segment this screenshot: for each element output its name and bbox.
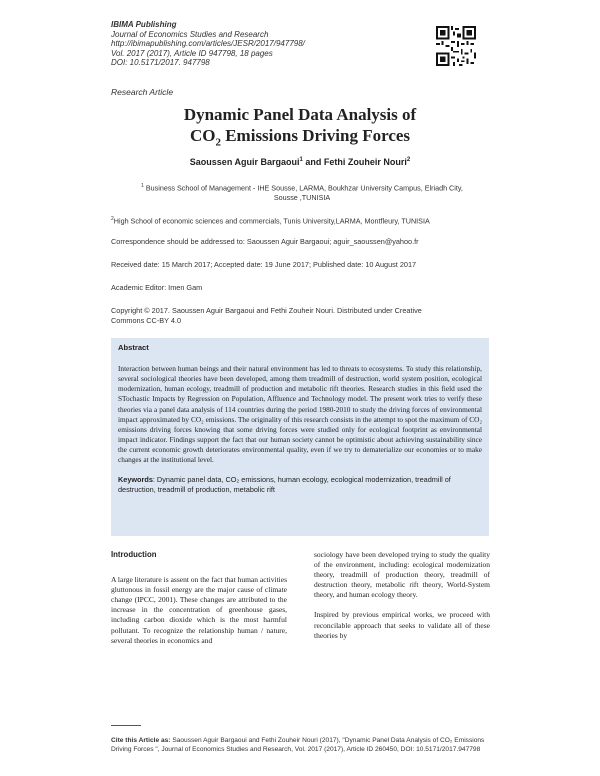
journal-header: [111, 20, 305, 68]
intro-paragraph-1: A large literature is assent on the fact that human activities gluttonous in fossil energy are the major cause of climate change (IPCC, 2001). These changes are attributed to the increase in the concentration of greenhouse gases, including carbon dioxide which is the most harmful pollutant. To recognize the relationship human / nature, several theories in economics and: [111, 575, 287, 645]
publisher-name: IBIMA Publishing: [111, 20, 177, 29]
title-line-1: Dynamic Panel Data Analysis of: [183, 105, 417, 124]
paper-title: [111, 104, 489, 153]
author-1: Saoussen Aguir Bargaoui: [189, 157, 300, 167]
title-line-2: $CO_2$ Emissions Driving Forces: [189, 126, 411, 149]
author-list: Saoussen Aguir Bargaoui$^1$ and Fethi Zouheir Nouri$^2$: [189, 157, 411, 167]
correspondence: Correspondence should be addressed to: Saoussen Aguir Bargaoui; aguir_saoussen@yahoo.fr: [111, 237, 419, 246]
journal-name: Journal of Economics Studies and Research: [111, 29, 269, 39]
article-type: Research Article: [111, 87, 174, 97]
abstract-heading: Abstract: [118, 343, 149, 352]
left-column: [111, 550, 287, 656]
volume-info: Vol. 2017 (2017), Article ID 947798, 18 pages: [111, 48, 273, 58]
intro-paragraph-2: sociology have been developed trying to study the quality of the environment, including: ecological modernization theory, treadmill of production theory, treadmill of destruction theory, metabolic rift theory, World-System theory, and human ecology theory.: [314, 550, 490, 600]
academic-editor: Academic Editor: Imen Gam: [111, 283, 203, 292]
intro-paragraph-3: Inspired by previous empirical works, we proceed with reconcilable approach that seeks to validate all of these theories by: [314, 610, 490, 640]
right-column: [314, 550, 490, 651]
footnote-divider: [111, 725, 141, 726]
author-2: Fethi Zouheir Nouri: [323, 157, 407, 167]
article-url[interactable]: http://ibimapublishing.com/articles/JESR/2017/947798/: [111, 39, 305, 49]
keywords: Keywords: Dynamic panel data, CO₂ emissions, human ecology, ecological modernization, treadmill of destruction, treadmill of production, metabolic rift: [118, 474, 451, 494]
introduction-heading: Introduction: [111, 550, 157, 559]
affiliation-2: $^2$High School of economic sciences and commercials, Tunis University,LARMA, Montfleury, TUNISIA: [111, 216, 430, 226]
abstract-box: [111, 338, 489, 536]
qr-code-icon: [436, 26, 476, 66]
doi: DOI: 10.5171/2017. 947798: [111, 58, 210, 68]
dates: Received date: 15 March 2017; Accepted date: 19 June 2017; Published date: 10 August 2017: [111, 260, 417, 269]
citation-note: Cite this Article as: Saoussen Aguir Bargaoui and Fethi Zouheir Nouri (2017), "Dynamic Panel Data Analysis of CO₂ Emissions Driving Forces ", Journal of Economics Studies and Research, Vol. 2017 (2017), Article ID 260450, DOI: 10.5171/2017.947798: [111, 737, 485, 754]
affiliation-1: $^1$ Business School of Management - IHE Sousse, LARMA, Boukhzar University Campus, Elriadh City, Sousse ,TUNISIA: [141, 183, 463, 203]
abstract-text: Interaction between human beings and their natural environment has led to threats to ecosystems. To study this relationship, several sociological theories have been developed, among them treadmill of destruction, world system position, ecological modernization, human ecology, treadmill of production and metabolic rift theories. Research studies in this field used the STochastic Impacts by Regression on Population, Affluence and Technology model. The present work tries to verify these theories via a panel data analysis of 114 countries during the period 1980-2010 to study the driving forces of environmental impact approximated by CO₂ emissions. The originality of this research consists in the attempt to spot the maximum of CO₂ emissions driving forces knowing that some driving forces were studied only for ecological footprint as environmental impact indicator. Findings support the fact that our human society cannot be optimistic about achieving sustainability since the current economic growth deteriorates environmental quality, even if we try to dematerialize our economies or to make changes at the institutional level.: [118, 364, 482, 465]
copyright: Copyright © 2017. Saoussen Aguir Bargaoui and Fethi Zouheir Nouri. Distributed under Creative Commons CC-BY 4.0: [111, 306, 422, 325]
